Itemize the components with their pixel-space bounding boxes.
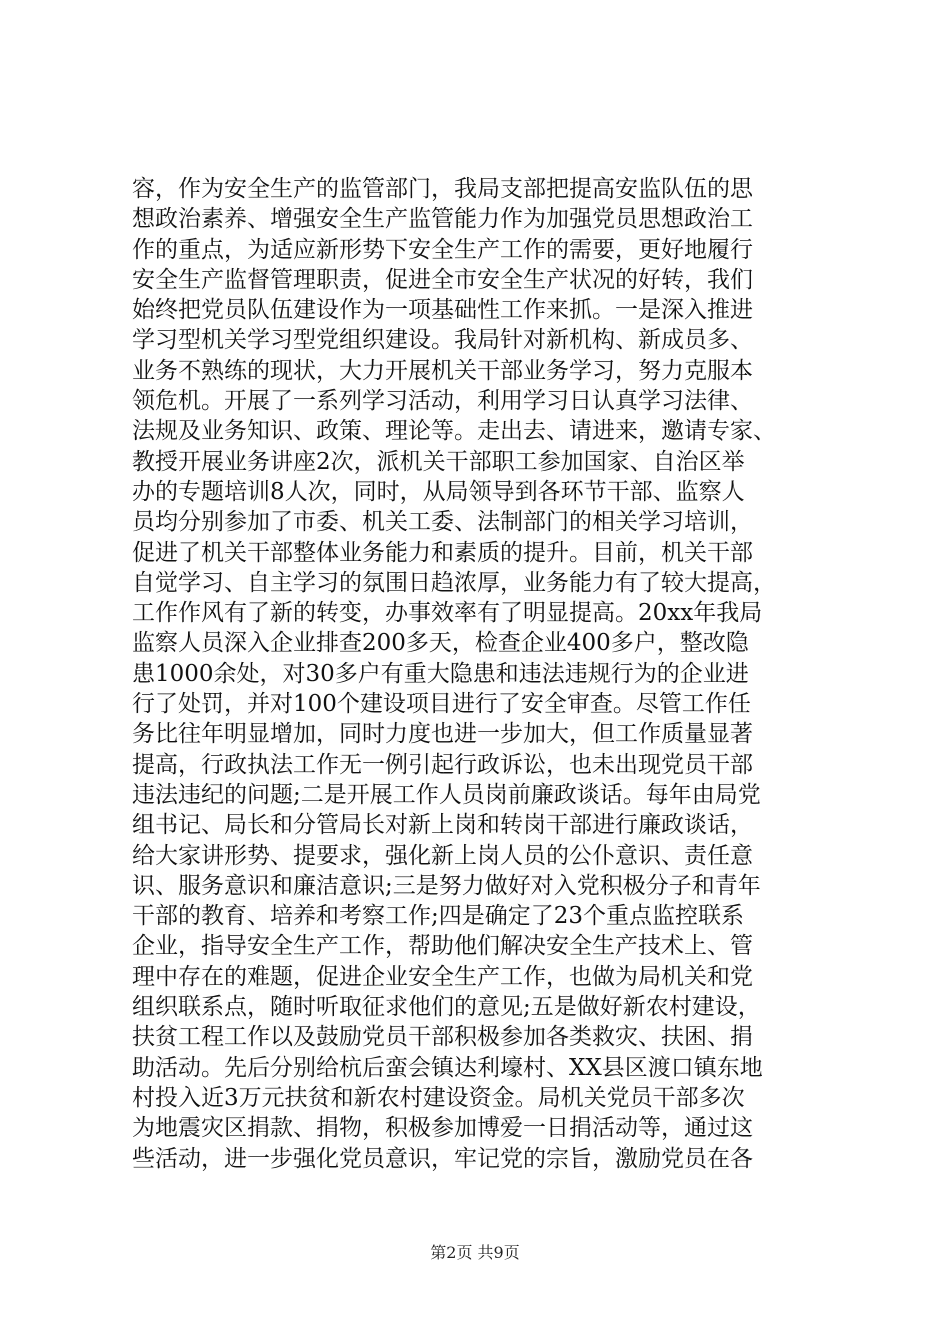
text-line: 组织联系点，随时听取征求他们的意见;五是做好新农村建设， xyxy=(132,994,761,1021)
text-line: 扶贫工程工作以及鼓励党员干部积极参加各类救灾、扶困、捐 xyxy=(132,1024,753,1051)
text-line: 工作作风有了新的转变，办事效率有了明显提高。20xx年我局 xyxy=(132,600,763,627)
text-line: 作的重点，为适应新形势下安全生产工作的需要，更好地履行 xyxy=(132,236,753,263)
text-line: 助活动。先后分别给杭后蛮会镇达利壕村、XX县区渡口镇东地 xyxy=(132,1054,763,1081)
text-line: 组书记、局长和分管局长对新上岗和转岗干部进行廉政谈话， xyxy=(132,812,753,839)
text-line: 教授开展业务讲座2次，派机关干部职工参加国家、自治区举 xyxy=(132,448,745,475)
page-number-footer: 第2页 共9页 xyxy=(430,1243,520,1262)
text-line: 村投入近3万元扶贫和新农村建设资金。局机关党员干部多次 xyxy=(132,1084,745,1111)
text-line: 监察人员深入企业排查200多天，检查企业400多户，整改隐 xyxy=(132,630,749,657)
text-line: 容，作为安全生产的监管部门，我局支部把提高安监队伍的思 xyxy=(132,176,753,202)
text-line: 理中存在的难题，促进企业安全生产工作，也做为局机关和党 xyxy=(132,963,753,990)
text-line: 法规及业务知识、政策、理论等。走出去、请进来，邀请专家、 xyxy=(132,418,776,445)
text-line: 领危机。开展了一系列学习活动，利用学习日认真学习法律、 xyxy=(132,388,753,415)
text-line: 办的专题培训8人次，同时，从局领导到各环节干部、监察人 xyxy=(132,478,745,505)
text-line: 些活动，进一步强化党员意识，牢记党的宗旨，激励党员在各 xyxy=(132,1145,753,1172)
text-line: 干部的教育、培养和考察工作;四是确定了23个重点监控联系 xyxy=(132,903,745,930)
text-line: 为地震灾区捐款、捐物，积极参加博爱一日捐活动等，通过这 xyxy=(132,1115,753,1142)
text-line: 识、服务意识和廉洁意识;三是努力做好对入党积极分子和青年 xyxy=(132,872,761,899)
text-line: 业务不熟练的现状，大力开展机关干部业务学习，努力克服本 xyxy=(132,357,753,384)
text-line: 行了处罚，并对100个建设项目进行了安全审查。尽管工作任 xyxy=(132,691,751,718)
text-line: 企业，指导安全生产工作，帮助他们解决安全生产技术上、管 xyxy=(132,933,753,960)
text-line: 想政治素养、增强安全生产监管能力作为加强党员思想政治工 xyxy=(132,206,753,233)
text-line: 给大家讲形势、提要求，强化新上岗人员的公仆意识、责任意 xyxy=(132,842,753,869)
text-line: 始终把党员队伍建设作为一项基础性工作来抓。一是深入推进 xyxy=(132,297,753,324)
text-line: 学习型机关学习型党组织建设。我局针对新机构、新成员多、 xyxy=(132,327,753,354)
text-line: 务比往年明显增加，同时力度也进一步加大，但工作质量显著 xyxy=(132,721,753,748)
text-line: 自觉学习、自主学习的氛围日趋浓厚，业务能力有了较大提高， xyxy=(132,569,776,596)
text-line: 促进了机关干部整体业务能力和素质的提升。目前，机关干部 xyxy=(132,539,753,566)
text-line: 患1000余处，对30多户有重大隐患和违法违规行为的企业进 xyxy=(132,660,749,687)
text-line: 违法违纪的问题;二是开展工作人员岗前廉政谈话。每年由局党 xyxy=(132,781,761,808)
text-line: 安全生产监督管理职责，促进全市安全生产状况的好转，我们 xyxy=(132,266,753,293)
text-line: 提高，行政执法工作无一例引起行政诉讼，也未出现党员干部 xyxy=(132,751,753,778)
text-line: 员均分别参加了市委、机关工委、法制部门的相关学习培训， xyxy=(132,509,753,536)
body-paragraph xyxy=(132,174,832,1174)
